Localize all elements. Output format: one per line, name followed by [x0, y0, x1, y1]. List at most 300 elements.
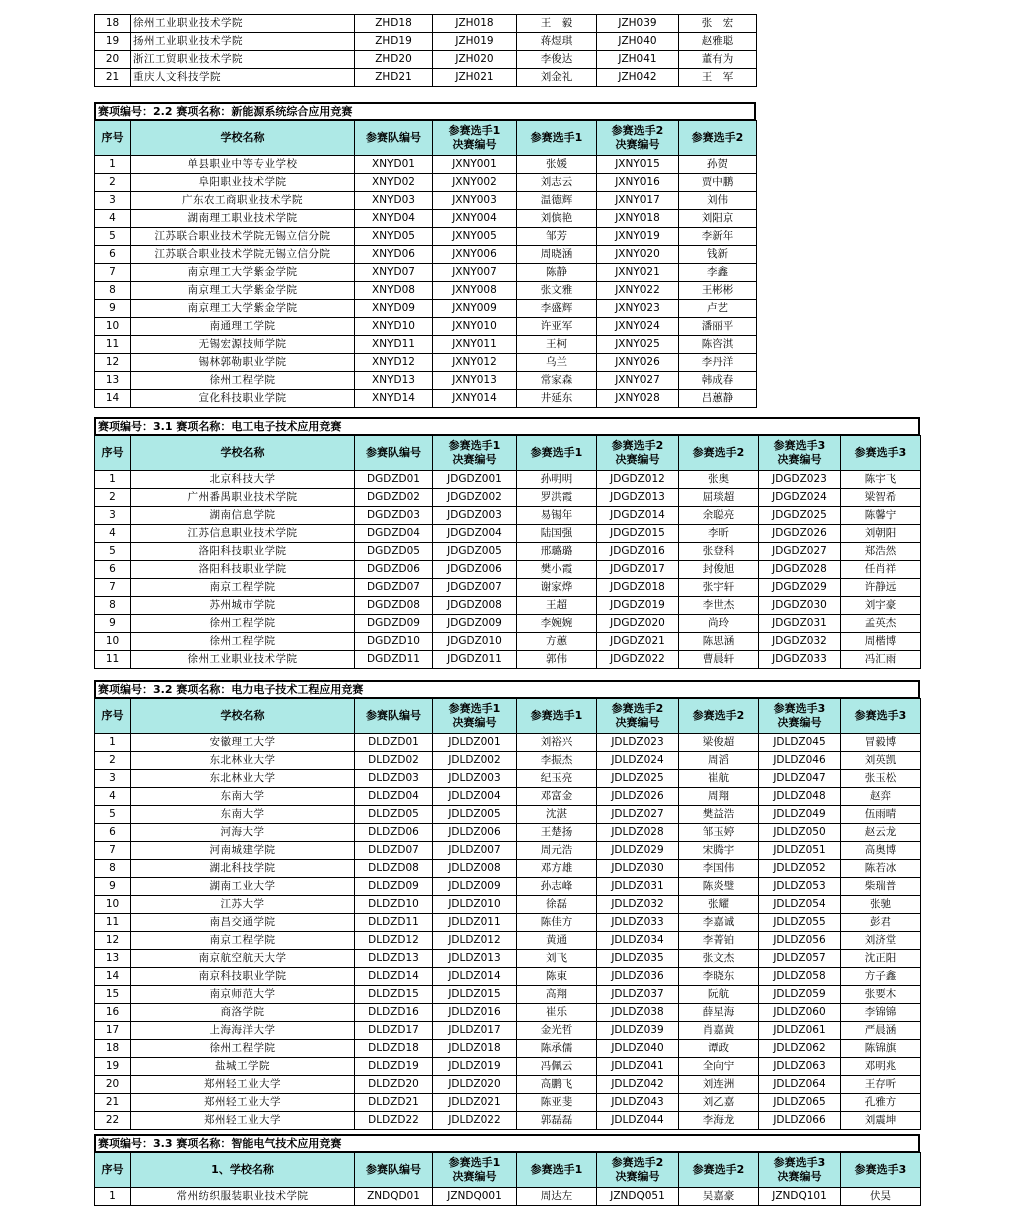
table-cell: JDLDZ014 [433, 968, 517, 986]
table-cell: JDGDZ019 [597, 597, 679, 615]
table-cell: JDLDZ036 [597, 968, 679, 986]
table-cell: JXNY012 [433, 354, 517, 372]
table-cell: DLDZD12 [355, 932, 433, 950]
table-row [95, 1022, 921, 1040]
table-cell: 高翔 [517, 986, 597, 1004]
school-name-cell: 南京科技职业学院 [131, 968, 355, 986]
table-cell: 张奥 [679, 471, 759, 489]
table-cell: 刘济堂 [841, 932, 921, 950]
table-cell: 徐磊 [517, 896, 597, 914]
table-cell: JZH040 [597, 33, 679, 51]
table-cell: 陈咨淇 [679, 336, 757, 354]
school-name-cell: 湖南信息学院 [131, 507, 355, 525]
table-cell: DGDZD09 [355, 615, 433, 633]
school-name-cell: 洛阳科技职业学院 [131, 543, 355, 561]
table-cell: 李俊达 [517, 51, 597, 69]
row-number-cell: 14 [95, 968, 131, 986]
table-cell: 邓明兆 [841, 1058, 921, 1076]
section-title: 赛项编号：2.2 赛项名称：新能源系统综合应用竞赛 [94, 102, 756, 120]
table-cell: 邓方雄 [517, 860, 597, 878]
table-cell: 任肖祥 [841, 561, 921, 579]
column-header: 参赛选手2 [679, 436, 759, 471]
table-cell: DLDZD06 [355, 824, 433, 842]
table-cell: JDLDZ057 [759, 950, 841, 968]
table-cell: JDLDZ008 [433, 860, 517, 878]
row-number-cell: 3 [95, 507, 131, 525]
table-cell: 邹芳 [517, 228, 597, 246]
table-cell: 许静远 [841, 579, 921, 597]
table-cell: DLDZD19 [355, 1058, 433, 1076]
table-cell: JDLDZ009 [433, 878, 517, 896]
table-cell: JDLDZ023 [597, 734, 679, 752]
column-header: 序号 [95, 1153, 131, 1188]
table-cell: JXNY013 [433, 372, 517, 390]
table-cell: 钱新 [679, 246, 757, 264]
table-cell: 刘伟 [679, 192, 757, 210]
table-cell: JDLDZ060 [759, 1004, 841, 1022]
table-cell: 高鹏飞 [517, 1076, 597, 1094]
school-name-cell: 苏州城市学院 [131, 597, 355, 615]
table-cell: JDLDZ019 [433, 1058, 517, 1076]
table-cell: 樊益浩 [679, 806, 759, 824]
table-cell: JDGDZ005 [433, 543, 517, 561]
table-cell: DGDZD11 [355, 651, 433, 669]
table-cell: 周元浩 [517, 842, 597, 860]
table-row [95, 878, 921, 896]
school-name-cell: 江苏联合职业技术学院无锡立信分院 [131, 246, 355, 264]
table-cell: JDLDZ007 [433, 842, 517, 860]
table-cell: XNYD08 [355, 282, 433, 300]
school-name-cell: 常州纺织服装职业技术学院 [131, 1188, 355, 1206]
table-row [95, 1076, 921, 1094]
table-cell: JDLDZ042 [597, 1076, 679, 1094]
row-number-cell: 15 [95, 986, 131, 1004]
data-table [94, 1152, 921, 1206]
row-number-cell: 20 [95, 51, 131, 69]
table-row [95, 33, 757, 51]
table-cell: 周达左 [517, 1188, 597, 1206]
school-name-cell: 南昌交通学院 [131, 914, 355, 932]
table-row [95, 633, 921, 651]
table-cell: JZH041 [597, 51, 679, 69]
table-cell: JDLDZ046 [759, 752, 841, 770]
table-cell: 李锦锦 [841, 1004, 921, 1022]
school-name-cell: 徐州工业职业技术学院 [131, 651, 355, 669]
table-cell: XNYD11 [355, 336, 433, 354]
table-cell: 樊小霞 [517, 561, 597, 579]
table-cell: DLDZD09 [355, 878, 433, 896]
table-row [95, 770, 921, 788]
table-cell: JDLDZ004 [433, 788, 517, 806]
table-cell: 陈佳方 [517, 914, 597, 932]
row-number-cell: 11 [95, 336, 131, 354]
table-cell: 伏昊 [841, 1188, 921, 1206]
table-cell: 王超 [517, 597, 597, 615]
table-cell: JDGDZ001 [433, 471, 517, 489]
table-cell: 张驰 [841, 896, 921, 914]
table-cell: JDGDZ002 [433, 489, 517, 507]
table-cell: DGDZD03 [355, 507, 433, 525]
table-row [95, 968, 921, 986]
school-name-cell: 盐城工学院 [131, 1058, 355, 1076]
school-name-cell: 徐州工程学院 [131, 615, 355, 633]
section-3-2 [94, 680, 921, 1130]
table-cell: JDLDZ010 [433, 896, 517, 914]
school-name-cell: 南京工程学院 [131, 932, 355, 950]
table-cell: JXNY001 [433, 156, 517, 174]
row-number-cell: 3 [95, 770, 131, 788]
table-cell: 刘裕兴 [517, 734, 597, 752]
table-cell: JDGDZ028 [759, 561, 841, 579]
school-name-cell: 北京科技大学 [131, 471, 355, 489]
table-cell: DGDZD05 [355, 543, 433, 561]
table-cell: JDLDZ033 [597, 914, 679, 932]
table-cell: 郑浩然 [841, 543, 921, 561]
table-cell: 李国伟 [679, 860, 759, 878]
table-cell: 孙明明 [517, 471, 597, 489]
table-cell: JXNY018 [597, 210, 679, 228]
table-cell: 郭磊磊 [517, 1112, 597, 1130]
table-cell: 余聪亮 [679, 507, 759, 525]
table-cell: JXNY019 [597, 228, 679, 246]
table-cell: JDLDZ054 [759, 896, 841, 914]
table-row [95, 156, 757, 174]
table-cell: DLDZD04 [355, 788, 433, 806]
row-number-cell: 10 [95, 896, 131, 914]
table-cell: XNYD13 [355, 372, 433, 390]
table-cell: 曹晨轩 [679, 651, 759, 669]
table-cell: JDGDZ008 [433, 597, 517, 615]
table-row [95, 507, 921, 525]
table-cell: 陈若冰 [841, 860, 921, 878]
table-cell: JDGDZ017 [597, 561, 679, 579]
table-cell: JDLDZ003 [433, 770, 517, 788]
row-number-cell: 6 [95, 824, 131, 842]
table-cell: JDLDZ066 [759, 1112, 841, 1130]
table-cell: JDLDZ056 [759, 932, 841, 950]
table-cell: JDLDZ006 [433, 824, 517, 842]
table-row [95, 1058, 921, 1076]
table-row [95, 210, 757, 228]
school-name-cell: 锡林郭勒职业学院 [131, 354, 355, 372]
table-cell: 贾中鹏 [679, 174, 757, 192]
school-name-cell: 东南大学 [131, 788, 355, 806]
school-name-cell: 南京理工大学紫金学院 [131, 282, 355, 300]
table-header-row [95, 436, 921, 471]
column-header: 学校名称 [131, 699, 355, 734]
school-name-cell: 东北林业大学 [131, 770, 355, 788]
table-cell: JZNDQ101 [759, 1188, 841, 1206]
table-row [95, 806, 921, 824]
row-number-cell: 1 [95, 471, 131, 489]
table-cell: JDLDZ038 [597, 1004, 679, 1022]
school-name-cell: 阜阳职业技术学院 [131, 174, 355, 192]
table-row [95, 300, 757, 318]
column-header: 学校名称 [131, 121, 355, 156]
table-cell: JXNY015 [597, 156, 679, 174]
table-cell: 宋腾宇 [679, 842, 759, 860]
table-cell: DGDZD06 [355, 561, 433, 579]
table-cell: JDLDZ021 [433, 1094, 517, 1112]
table-cell: JZH019 [433, 33, 517, 51]
table-cell: XNYD09 [355, 300, 433, 318]
table-cell: JDGDZ011 [433, 651, 517, 669]
table-cell: DLDZD07 [355, 842, 433, 860]
table-cell: JXNY026 [597, 354, 679, 372]
column-header: 序号 [95, 121, 131, 156]
data-table [94, 435, 921, 669]
table-cell: 冒毅博 [841, 734, 921, 752]
school-name-cell: 单县职业中等专业学校 [131, 156, 355, 174]
table-cell: 屈琰超 [679, 489, 759, 507]
column-header: 参赛选手3 决赛编号 [759, 1153, 841, 1188]
table-cell: 乌兰 [517, 354, 597, 372]
table-cell: 刘乙嘉 [679, 1094, 759, 1112]
table-cell: DLDZD14 [355, 968, 433, 986]
table-cell: XNYD02 [355, 174, 433, 192]
table-cell: 邢璐璐 [517, 543, 597, 561]
table-cell: 肖嘉黄 [679, 1022, 759, 1040]
table-cell: 赵弈 [841, 788, 921, 806]
school-name-cell: 湖南理工职业技术学院 [131, 210, 355, 228]
table-cell: 罗洪霞 [517, 489, 597, 507]
table-cell: 张宇轩 [679, 579, 759, 597]
section-3-3 [94, 1134, 921, 1206]
table-cell: 纪玉亮 [517, 770, 597, 788]
table-cell: 谭政 [679, 1040, 759, 1058]
table-cell: 易锡年 [517, 507, 597, 525]
table-cell: 邓富金 [517, 788, 597, 806]
section-2-2 [94, 102, 757, 408]
table-cell: 沈湛 [517, 806, 597, 824]
table-row [95, 896, 921, 914]
table-row [95, 842, 921, 860]
row-number-cell: 18 [95, 1040, 131, 1058]
table-cell: 李海龙 [679, 1112, 759, 1130]
table-cell: JDLDZ051 [759, 842, 841, 860]
table-row [95, 354, 757, 372]
table-cell: 王存听 [841, 1076, 921, 1094]
table-cell: 方子鑫 [841, 968, 921, 986]
table-cell: 刘连洲 [679, 1076, 759, 1094]
row-number-cell: 13 [95, 950, 131, 968]
table-cell: 刘傧艳 [517, 210, 597, 228]
table-cell: 刘震坤 [841, 1112, 921, 1130]
table-cell: JZH021 [433, 69, 517, 87]
table-cell: 井延东 [517, 390, 597, 408]
table-row [95, 950, 921, 968]
table-cell: JDGDZ027 [759, 543, 841, 561]
row-number-cell: 8 [95, 282, 131, 300]
table-cell: JDGDZ029 [759, 579, 841, 597]
school-name-cell: 南通理工学院 [131, 318, 355, 336]
table-cell: 李晓东 [679, 968, 759, 986]
table-cell: ZHD18 [355, 15, 433, 33]
table-cell: 陈锦旗 [841, 1040, 921, 1058]
column-header: 参赛选手2 决赛编号 [597, 121, 679, 156]
table-cell: JXNY023 [597, 300, 679, 318]
table-row [95, 336, 757, 354]
table-cell: 张登科 [679, 543, 759, 561]
table-cell: JDLDZ031 [597, 878, 679, 896]
table-cell: JXNY011 [433, 336, 517, 354]
table-cell: 刘阳京 [679, 210, 757, 228]
table-cell: 全向宁 [679, 1058, 759, 1076]
table-cell: 李世杰 [679, 597, 759, 615]
table-row [95, 1188, 921, 1206]
table-cell: JDLDZ017 [433, 1022, 517, 1040]
row-number-cell: 19 [95, 33, 131, 51]
table-cell: 吴嘉豪 [679, 1188, 759, 1206]
table-cell: 陈思涵 [679, 633, 759, 651]
table-cell: 陈宇飞 [841, 471, 921, 489]
table-cell: JDLDZ049 [759, 806, 841, 824]
table-cell: JDGDZ015 [597, 525, 679, 543]
table-cell: JDLDZ001 [433, 734, 517, 752]
table-cell: DGDZD01 [355, 471, 433, 489]
school-name-cell: 无锡宏源技师学院 [131, 336, 355, 354]
table-cell: JDLDZ059 [759, 986, 841, 1004]
table-cell: 孙志峰 [517, 878, 597, 896]
school-name-cell: 浙江工贸职业技术学院 [131, 51, 355, 69]
table-cell: DLDZD13 [355, 950, 433, 968]
table-cell: JDGDZ012 [597, 471, 679, 489]
school-name-cell: 湖北科技学院 [131, 860, 355, 878]
column-header: 参赛选手2 决赛编号 [597, 436, 679, 471]
table-row [95, 752, 921, 770]
table-cell: JXNY014 [433, 390, 517, 408]
table-cell: JDGDZ010 [433, 633, 517, 651]
row-number-cell: 13 [95, 372, 131, 390]
row-number-cell: 2 [95, 489, 131, 507]
table-cell: DLDZD01 [355, 734, 433, 752]
table-cell: JXNY025 [597, 336, 679, 354]
school-name-cell: 徐州工程学院 [131, 633, 355, 651]
table-cell: DLDZD16 [355, 1004, 433, 1022]
school-name-cell: 江苏大学 [131, 896, 355, 914]
table-cell: 邹玉婷 [679, 824, 759, 842]
table-cell: 封俊旭 [679, 561, 759, 579]
table-cell: 陈亚斐 [517, 1094, 597, 1112]
table-row [95, 986, 921, 1004]
table-cell: XNYD04 [355, 210, 433, 228]
table-cell: DGDZD02 [355, 489, 433, 507]
table-cell: JDLDZ028 [597, 824, 679, 842]
table-cell: JZNDQ001 [433, 1188, 517, 1206]
school-name-cell: 郑州轻工业大学 [131, 1094, 355, 1112]
table-cell: 卢艺 [679, 300, 757, 318]
row-number-cell: 6 [95, 561, 131, 579]
school-name-cell: 安徽理工大学 [131, 734, 355, 752]
row-number-cell: 2 [95, 752, 131, 770]
table-cell: JDLDZ030 [597, 860, 679, 878]
table-cell: JDGDZ021 [597, 633, 679, 651]
table-cell: 许亚军 [517, 318, 597, 336]
column-header: 参赛选手2 [679, 699, 759, 734]
table-cell: XNYD14 [355, 390, 433, 408]
table-cell: JDLDZ025 [597, 770, 679, 788]
table-header-row [95, 699, 921, 734]
row-number-cell: 7 [95, 579, 131, 597]
section-3-1 [94, 417, 921, 669]
table-row [95, 561, 921, 579]
row-number-cell: 1 [95, 156, 131, 174]
table-row [95, 1004, 921, 1022]
table-cell: JDLDZ045 [759, 734, 841, 752]
column-header: 参赛队编号 [355, 436, 433, 471]
table-cell: 周翔 [679, 788, 759, 806]
table-cell: JDLDZ050 [759, 824, 841, 842]
row-number-cell: 16 [95, 1004, 131, 1022]
row-number-cell: 4 [95, 210, 131, 228]
table-row [95, 788, 921, 806]
table-row [95, 228, 757, 246]
table-cell: JDLDZ029 [597, 842, 679, 860]
table-cell: JDLDZ039 [597, 1022, 679, 1040]
table-cell: 尚玲 [679, 615, 759, 633]
table-cell: DGDZD10 [355, 633, 433, 651]
table-cell: JDLDZ043 [597, 1094, 679, 1112]
school-name-cell: 南京理工大学紫金学院 [131, 300, 355, 318]
table-cell: 刘金礼 [517, 69, 597, 87]
table-cell: JXNY004 [433, 210, 517, 228]
table-cell: XNYD12 [355, 354, 433, 372]
table-cell: 刘宇豪 [841, 597, 921, 615]
table-cell: 冯汇雨 [841, 651, 921, 669]
table-cell: 高奥博 [841, 842, 921, 860]
table-row [95, 282, 757, 300]
table-cell: 张要木 [841, 986, 921, 1004]
table-cell: 黄通 [517, 932, 597, 950]
table-cell: ZHD21 [355, 69, 433, 87]
table-cell: 张文杰 [679, 950, 759, 968]
table-cell: 温德辉 [517, 192, 597, 210]
column-header: 参赛队编号 [355, 1153, 433, 1188]
table-row [95, 932, 921, 950]
table-cell: 张 宏 [679, 15, 757, 33]
table-row [95, 1112, 921, 1130]
table-row [95, 246, 757, 264]
column-header: 参赛选手1 决赛编号 [433, 121, 517, 156]
table-row [95, 615, 921, 633]
table-cell: JDLDZ040 [597, 1040, 679, 1058]
column-header: 参赛选手2 决赛编号 [597, 1153, 679, 1188]
table-cell: JDLDZ012 [433, 932, 517, 950]
column-header: 参赛选手3 决赛编号 [759, 699, 841, 734]
table-cell: 李昕 [679, 525, 759, 543]
column-header: 序号 [95, 436, 131, 471]
table-cell: XNYD05 [355, 228, 433, 246]
table-cell: JDLDZ041 [597, 1058, 679, 1076]
row-number-cell: 1 [95, 734, 131, 752]
table-row [95, 525, 921, 543]
table-row [95, 192, 757, 210]
table-cell: 陈炎璧 [679, 878, 759, 896]
table-cell: JXNY016 [597, 174, 679, 192]
table-row [95, 264, 757, 282]
table-cell: JXNY007 [433, 264, 517, 282]
section-title: 赛项编号：3.1 赛项名称：电工电子技术应用竞赛 [94, 417, 920, 435]
table-cell: 张媛 [517, 156, 597, 174]
table-cell: ZNDQD01 [355, 1188, 433, 1206]
data-table [94, 14, 757, 87]
table-cell: JXNY028 [597, 390, 679, 408]
school-name-cell: 重庆人文科技学院 [131, 69, 355, 87]
table-cell: JDLDZ016 [433, 1004, 517, 1022]
table-cell: 李丹洋 [679, 354, 757, 372]
school-name-cell: 江苏信息职业技术学院 [131, 525, 355, 543]
table-cell: 阮航 [679, 986, 759, 1004]
